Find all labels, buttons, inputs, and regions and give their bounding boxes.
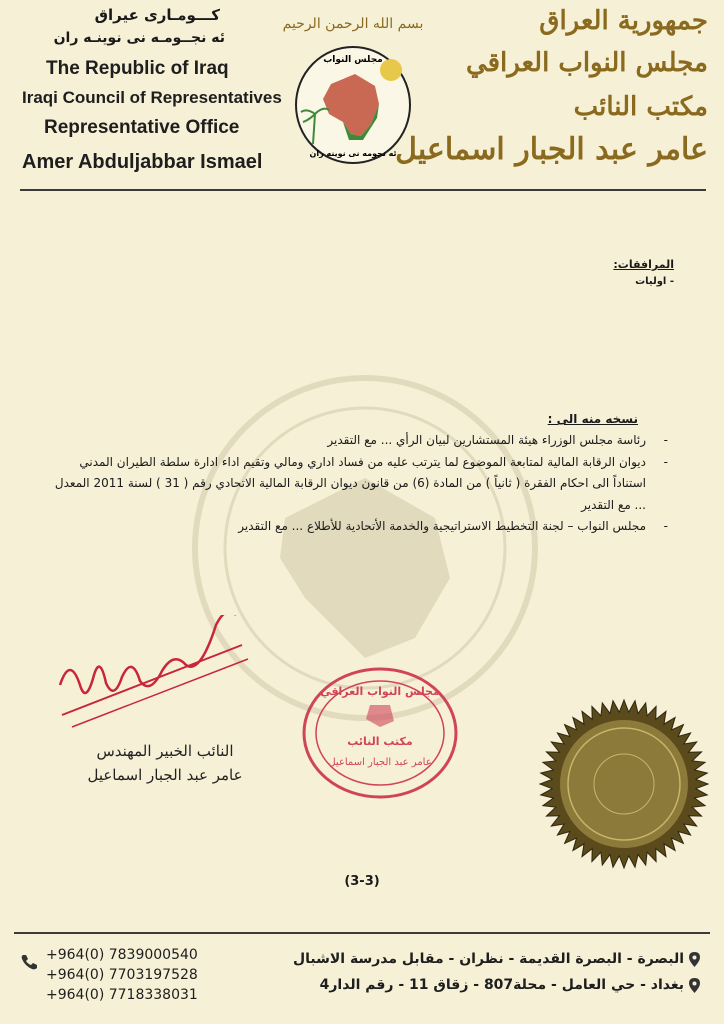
stamp-map-icon — [366, 705, 394, 727]
header-arabic-line3: مكتب النائب — [573, 92, 708, 122]
copy-recipient-text: ديوان الرقابة المالية لمتابعة الموضوع لما يترتب عليه من فساد اداري ومالي وتقيم اداء ادارة سلطة الطيران المدني استناداً الى احكام الفقرة ( ثانياً ) من المادة (6) من قانون ديوان الرقابة المالية الاتحادي رقم ( 31 ) لسنة 2011 المعدل ... مع التقدير — [54, 454, 646, 512]
signature-title: النائب الخبير المهندس — [96, 742, 234, 760]
office-stamp — [300, 665, 460, 801]
header-arabic-line4: عامر عبد الجبار اسماعيل — [395, 132, 708, 167]
page-number: (3-3) — [344, 874, 380, 889]
gold-seal-icon — [538, 698, 710, 870]
copies-title: نسخه منه الى : — [547, 412, 638, 426]
header-kurdish-line2: ئه نجــومـه نى نوينـه ران — [53, 30, 225, 46]
list-item: - مجلس النواب – لجنة التخطيط الاستراتيجية والخدمة الأتحادية للأطلاع ... مع التقدير — [48, 516, 668, 538]
copy-recipient-text: مجلس النواب – لجنة التخطيط الاستراتيجية والخدمة الأتحادية للأطلاع ... مع التقدير — [238, 519, 646, 533]
handwritten-signature — [52, 615, 252, 745]
address-basra: البصرة - البصرة القديمة - نظران - مقابل مدرسة الاشبال — [292, 951, 684, 967]
logo-text-top: مجلس النواب — [323, 55, 383, 65]
header-arabic-line1: جمهورية العراق — [539, 6, 708, 36]
header-english-line4: Amer Abduljabbar Ismael — [22, 151, 263, 173]
header-arabic-line2: مجلس النواب العراقي — [465, 48, 708, 78]
header-english-line1: The Republic of Iraq — [46, 58, 229, 79]
stamp-text-line1: مجلس النواب العراقي — [320, 685, 440, 698]
location-pin-icon — [689, 952, 700, 967]
stamp-text-line2: مكتب النائب — [347, 735, 413, 748]
footer-divider — [14, 932, 710, 934]
attachment-item-text: اوليات — [635, 276, 667, 287]
basmala: بسم الله الرحمن الرحيم — [282, 16, 424, 32]
list-item: - ديوان الرقابة المالية لمتابعة الموضوع لما يترتب عليه من فساد اداري ومالي وتقيم اداء ادارة سلطة الطيران المدني استناداً الى احكام الفقرة ( ثانياً ) من المادة (6) من قانون ديوان الرقابة المالية الاتحادي رقم ( 31 ) لسنة 2011 المعدل ... مع التقدير — [48, 452, 668, 517]
header-english-line3: Representative Office — [44, 117, 240, 138]
sun-icon — [380, 59, 402, 81]
address-baghdad: بغداد - حي العامل - محلة807 - زقاق 11 - رقم الدار4 — [319, 977, 684, 993]
copy-recipient-text: رئاسة مجلس الوزراء هيئة المستشارين لبيان الرأي ... مع التقدير — [327, 433, 646, 447]
list-item: - رئاسة مجلس الوزراء هيئة المستشارين لبيان الرأي ... مع التقدير — [48, 430, 668, 452]
phone-number: +964(0) 7718338031 — [46, 987, 198, 1003]
phone-icon — [20, 953, 38, 971]
phone-numbers — [46, 945, 198, 1005]
logo-text-bottom: ئه نجومه نى نوينه ران — [309, 149, 397, 158]
header-kurdish-line1: كـــومـاری عيراق — [94, 6, 220, 24]
attachment-item: - اوليات — [635, 276, 674, 287]
signature-name: عامر عبد الجبار اسماعيل — [87, 766, 243, 784]
location-pin-icon — [689, 978, 700, 993]
phone-number: +964(0) 7703197528 — [46, 967, 198, 983]
phone-number: +964(0) 7839000540 — [46, 947, 198, 963]
attachments-title: المرافقات: — [613, 258, 674, 271]
stamp-text-line3: عامر عبد الجبار اسماعيل — [328, 757, 432, 768]
header-english-line2: Iraqi Council of Representatives — [22, 88, 282, 107]
header-divider — [20, 189, 706, 191]
copies-list — [48, 430, 668, 538]
